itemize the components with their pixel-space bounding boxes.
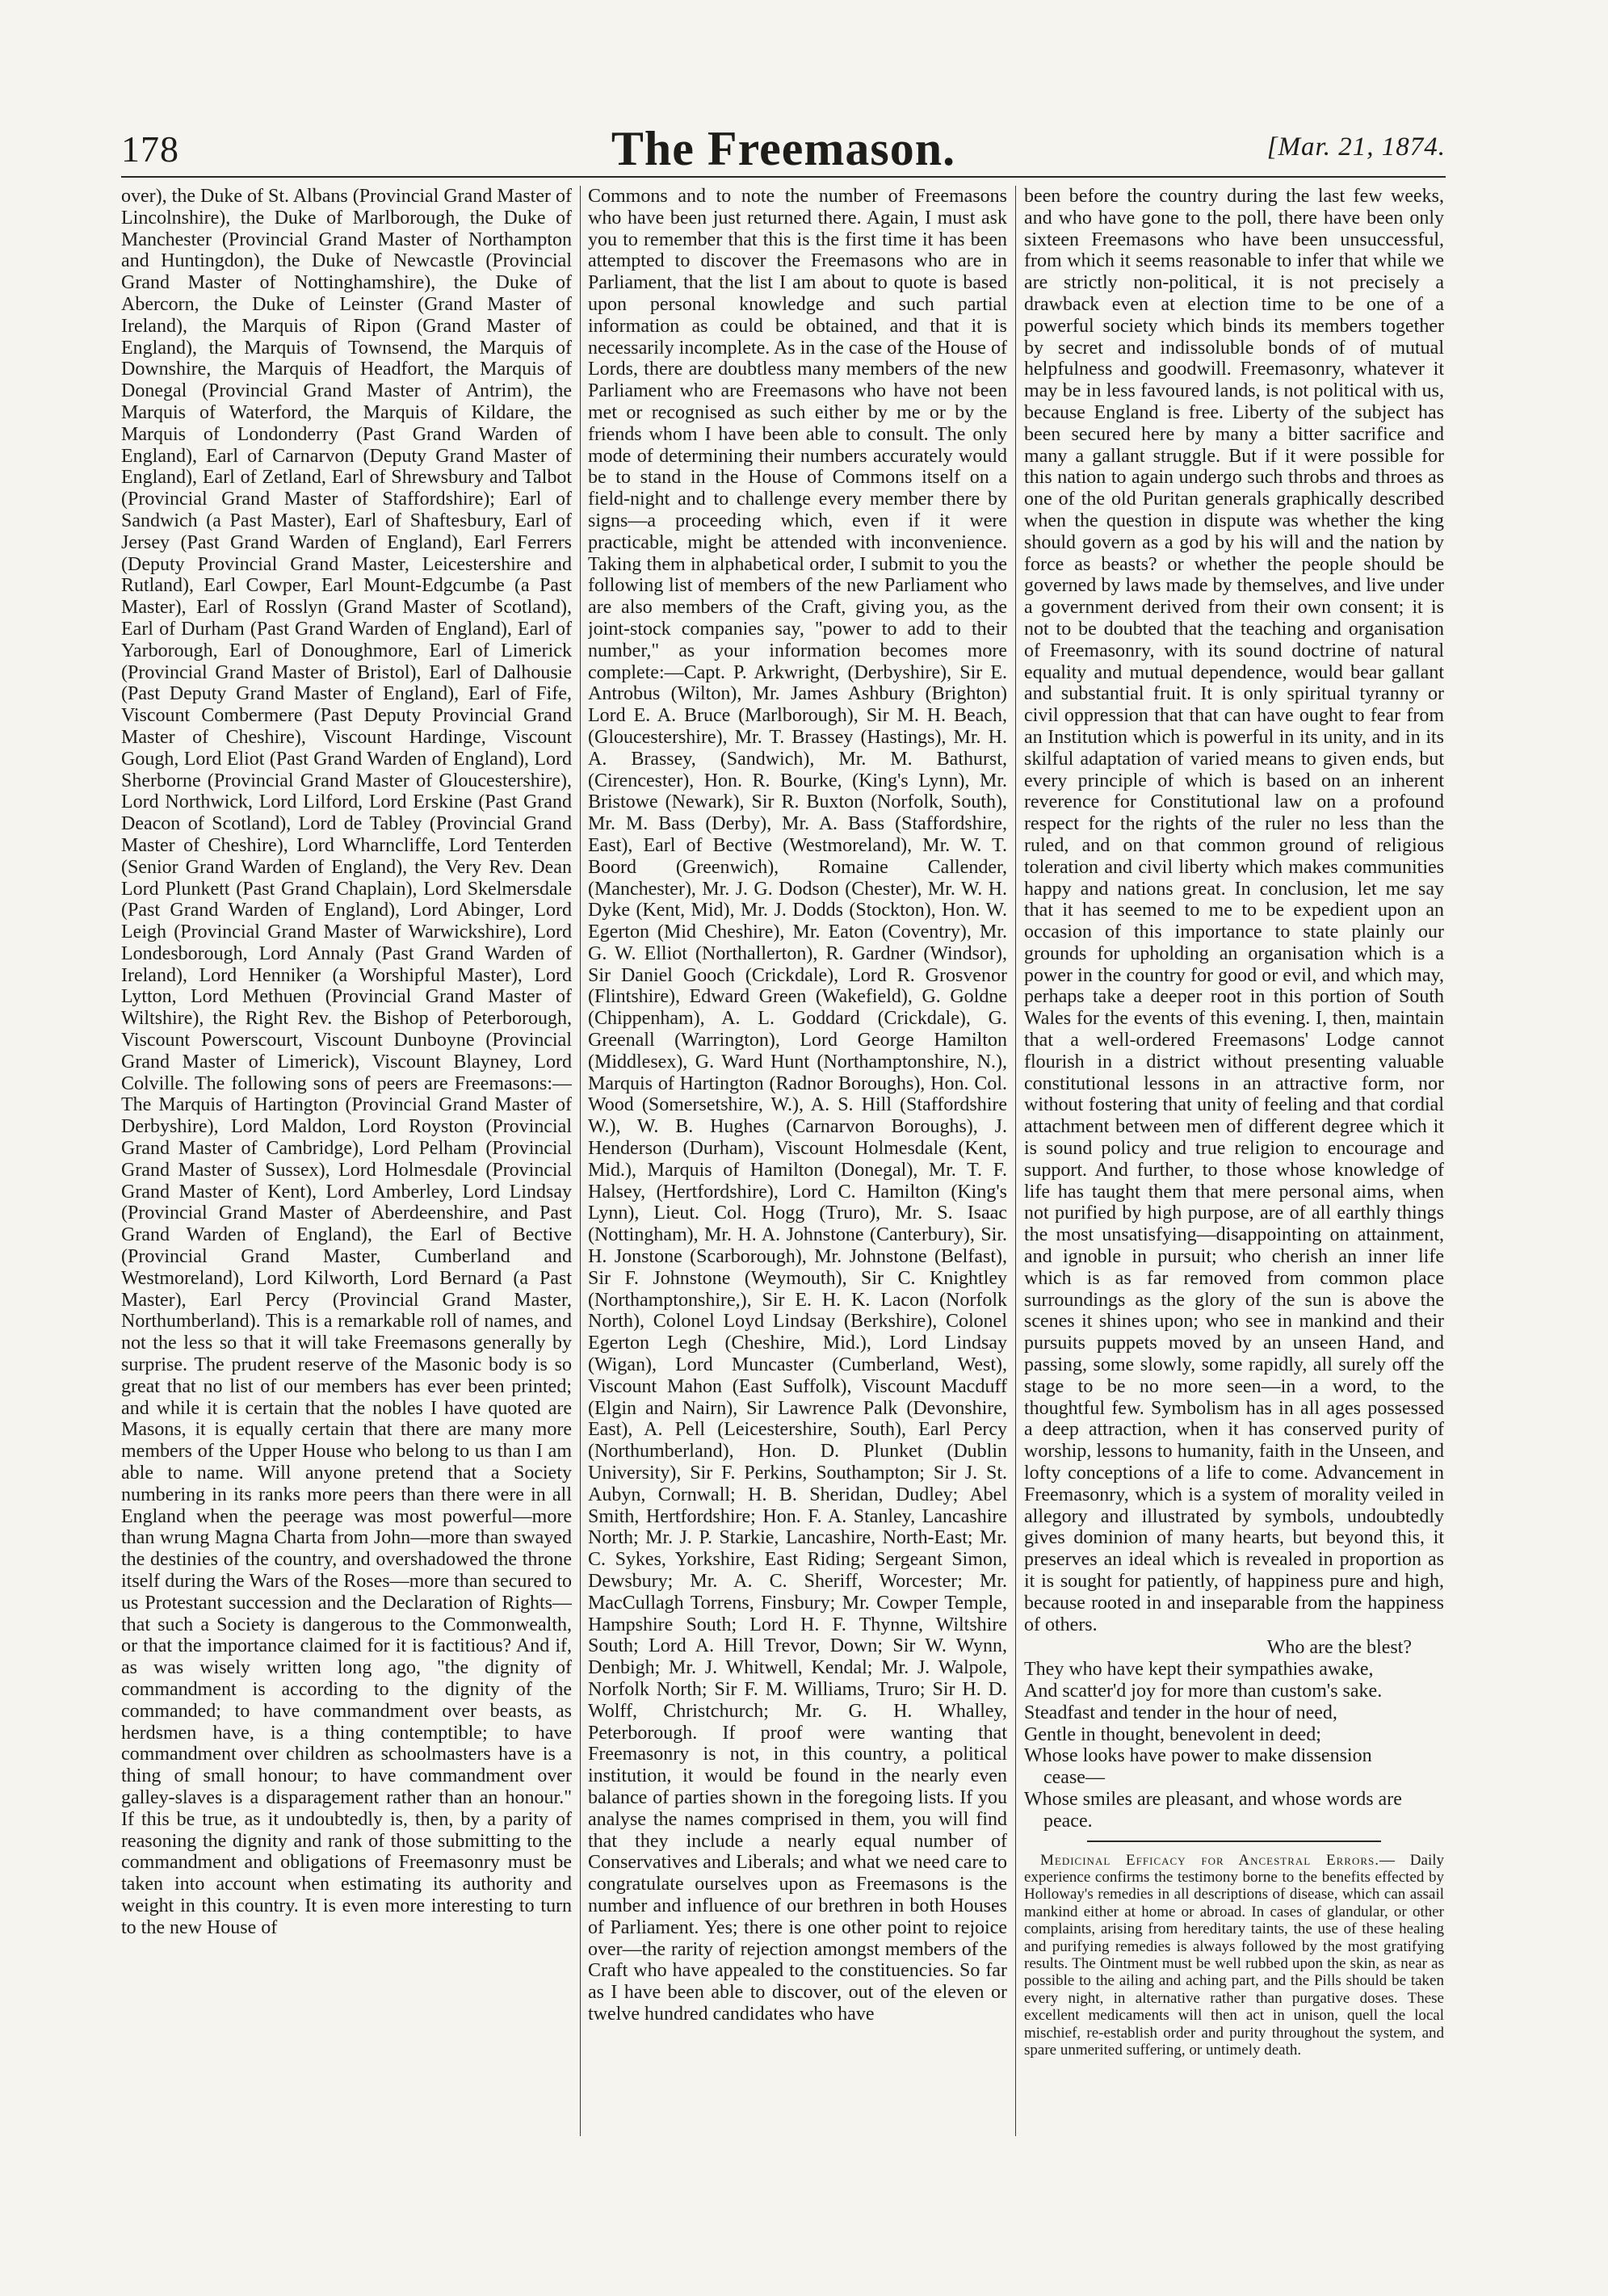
column-divider-2 [1015,186,1016,2136]
header-rule [121,176,1446,178]
column-divider-1 [580,186,581,2136]
notice-heading: Medicinal Efficacy for Ancestral Errors.— [1040,1851,1396,1869]
column-1-text: over), the Duke of St. Albans (Provincial Grand Master of Lincolnshire), the Duke of Marlborough, the Duke of Manchester (Provincial Grand Master of Northampton and Huntingdon), the Duke of Newcastle (Provincial Grand Master of Nottinghamshire), the Duke of Abercorn, the Duke of Leinster (Grand Master of Ireland), the Marquis of Ripon (Grand Master of England), the Marquis of Townsend, the Marquis of Downshire, the Marquis of Headfort, the Marquis of Donegal (Provincial Grand Master of Antrim), the Marquis of Waterford, the Marquis of Kildare, the Marquis of Londonderry (Past Grand Warden of England), Earl of Carnarvon (Deputy Grand Master of England), Earl of Zetland, Earl of Shrewsbury and Talbot (Provincial Grand Master of Staffordshire); Earl of Sandwich (a Past Master), Earl of Shaftesbury, Earl of Jersey (Past Grand Warden of England), Earl Ferrers (Deputy Provincial Grand Master, Leicestershire and Rutland), Earl Cowper, Earl Mount-Edgcumbe (a Past Master), Earl of Rosslyn (Grand Master of Scotland), Earl of Durham (Past Grand Warden of England), Earl of Yarborough, Earl of Donoughmore, Earl of Limerick (Provincial Grand Master of Bristol), Earl of Dalhousie (Past Deputy Grand Master of England), Earl of Fife, Viscount Combermere (Past Deputy Provincial Grand Master of Cheshire), Viscount Hardinge, Viscount Gough, Lord Eliot (Past Grand Warden of England), Lord Sherborne (Provincial Grand Master of Gloucestershire), Lord Northwick, Lord Lilford, Lord Erskine (Past Grand Deacon of Scotland), Lord de Tabley (Provincial Grand Master of Cheshire), Lord Wharncliffe, Lord Tenterden (Senior Grand Warden of England), the Very Rev. Dean Lord Plunkett (Past Grand Chaplain), Lord Skelmersdale (Past Grand Warden of England), Lord Abinger, Lord Leigh (Provincial Grand Master of Warwickshire), Lord Londesborough, Lord Annaly (Past Grand Warden of Ireland), Lord Henniker (a Worshipful Master), Lord Lytton, Lord Methuen (Provincial Grand Master of Wiltshire), the Right Rev. the Bishop of Peterborough, Viscount Powerscourt, Viscount Dunboyne (Provincial Grand Master of Limerick), Viscount Blayney, Lord Colville. The following sons of peers are Freemasons:—The Marquis of Hartington (Provincial Grand Master of Derbyshire), Lord Maldon, Lord Royston (Provincial Grand Master of Cambridge), Lord Pelham (Provincial Grand Master of Sussex), Lord Holmesdale (Provincial Grand Master of Kent), Lord Amberley, Lord Lindsay (Provincial Grand Master of Aberdeenshire, and Past Grand Warden of England), the Earl of Bective (Provincial Grand Master, Cumberland and Westmoreland), Lord Kilworth, Lord Bernard (a Past Master), Earl Percy (Provincial Grand Master, Northumberland). This is a remarkable roll of names, and not the less so that it will take Freemasons generally by surprise. The prudent reserve of the Masonic body is so great that no list of our members has ever been printed; and while it is certain that the nobles I have quoted are Masons, it is equally certain that there are many more members of the Upper House who belong to us than I am able to name. Will anyone pretend that a Society numbering in its ranks more peers than there were in all England when the peerage was most powerful—more than wrung Magna Charta from John—more than swayed the destinies of the country, and overshadowed the throne itself during the Wars of the Roses—more than secured to us Protestant succession and the Declaration of Rights—that such a Society is dangerous to the Commonwealth, or that the importance claimed for it is factitious? And if, as was wisely written long ago, "the dignity of commandment is according to the dignity of the commanded; to have commandment over beasts, as herdsmen have, is a thing contemptible; to have commandment over children as schoolmasters have is a thing of small honour; to have commandment over galley-slaves is a disparagement rather than an honour." If this be true, as it undoubtedly is, then, by a parity of reasoning the dignity and rank of those submitting to the commandment and obligations of Freemasonry must be taken into account when estimating its authority and weight in this country. It is even more interesting to turn to the new House of [121,186,572,1938]
poem [1024,1637,1444,1832]
poem-line: Whose smiles are pleasant, and whose words are [1024,1788,1402,1810]
poem-intro: Who are the blest? [1266,1637,1412,1659]
poem-line: Gentle in thought, benevolent in deed; [1024,1723,1321,1745]
column-3-text: been before the country during the last few weeks, and who have gone to the poll, there have been only sixteen Freemasons who have been unsuccessful, from which it seems reasonable to infer that while we are strictly non-political, it is not precisely a drawback even at election time to be one of a powerful society which binds its members together by secret and indissoluble bonds of of mutual helpfulness and goodwill. Freemasonry, whatever it may be in less favoured lands, is not political with us, because England is free. Liberty of the subject has been secured here by many a bitter sacrifice and many a gallant struggle. But if it were possible for this nation to again undergo such throbs and throes as one of the old Puritan generals graphically described when the question in dispute was whether the king should govern as a god by his will and the nation by force as beasts? or whether the people should be governed by laws made by themselves, and live under a government derived from their own consent; it is not to be doubted that the teaching and organisation of Freemasonry, with its sound doctrine of natural equality and mutual dependence, would bear gallant and substantial fruit. It is only spiritual tyranny or civil oppression that that can have ought to fear from an Institution which is powerful in its unity, and in its skilful adaptation of varied means to given ends, but every principle of which is based on an inherent reverence for Constitutional law on a profound respect for the rights of the ruler no less than the ruled, and on that common ground of religious toleration and civil liberty which makes communities happy and nations great. In conclusion, let me say that it has seemed to me to be expedient upon an occasion of this importance to state plainly our grounds for upholding an organisation which is a power in the country for good or evil, and which may, perhaps take a deeper root in this portion of South Wales for the events of this evening. I, then, maintain that a well-ordered Freemasons' Lodge cannot flourish in a district without presenting valuable constitutional lessons in an attractive form, nor without fostering that unity of feeling and that cordial attachment between men of different degree which it is sound policy and true religion to encourage and support. And further, to those whose knowledge of life has taught them that mere personal aims, when not purified by high purpose, are of all earthly things the most unsatisfying—disappointing on attainment, and ignoble in pursuit; who cherish an inner life which is as far removed from common place surroundings as the glory of the sun is above the scenes it shines upon; who see in mankind and their pursuits puppets moved by an unseen Hand, and passing, some slowly, some rapidly, all surely off the stage to be no more seen—in a word, to the thoughtful few. Symbolism has in all ages possessed a deep attraction, when it has conserved purity of worship, lessons to humanity, faith in the Unseen, and lofty conceptions of a life to come. Advancement in Freemasonry, which is a system of morality veiled in allegory and illustrated by symbols, undoubtedly gives dominion of many hearts, but beyond this, it preserves an ideal which is revealed in proportion as it is sought for patiently, of happiness pure and high, because rooted in and inseparable from the happiness of others. [1024,186,1444,1635]
poem-line: Whose looks have power to make dissension [1024,1745,1372,1767]
section-separator [1087,1841,1381,1842]
page-number: 178 [121,128,179,170]
page-header [121,121,1446,178]
notice-body: Daily experience confirms the testimony borne to the benefits effected by Holloway's remedies in all descriptions of disease, which can assail mankind either at home or abroad. In cases of glandular, or other complaints, arising from hereditary taints, the use of these healing and purifying remedies is always followed by the most gratifying results. The Ointment must be well rubbed upon the skin, as near as possible to the ailing and aching part, and the Pills should be taken every night, in alternative rather than purgative doses. These excellent medicaments will then act in unison, quell the local mischief, re-establish order and purity throughout the system, and spare unmerited suffering, or untimely death. [1024,1851,1444,2059]
column-2 [588,186,1007,2140]
poem-line: Steadfast and tender in the hour of need, [1024,1702,1337,1723]
masthead-title: The Freemason. [611,122,956,175]
advertisement-notice [1024,1852,1444,2059]
column-1 [121,186,572,2140]
poem-line: cease— [1043,1767,1105,1789]
column-3 [1024,186,1444,2140]
poem-line: They who have kept their sympathies awake, [1024,1659,1374,1681]
poem-line: peace. [1043,1810,1093,1832]
column-2-text: Commons and to note the number of Freemasons who have been just returned there. Again, I must ask you to remember that this is the first time it has been attempted to discover the Freemasons who are in Parliament, that the list I am about to quote is based upon personal knowledge and such partial information as could be obtained, and that it is necessarily incomplete. As in the case of the House of Lords, there are doubtless many members of the new Parliament who are Freemasons who have not been met or recognised as such either by me or by the friends whom I have been able to consult. The only mode of determining their numbers accurately would be to stand in the House of Commons itself on a field-night and to challenge every member there by signs—a proceeding which, even if it were practicable, might be attended with inconvenience. Taking them in alphabetical order, I submit to you the following list of members of the new Parliament who are also members of the Craft, giving you, as the joint-stock companies say, "power to add to their number," as your information becomes more complete:—Capt. P. Arkwright, (Derbyshire), Sir E. Antrobus (Wilton), Mr. James Ashbury (Brighton) Lord E. A. Bruce (Marlborough), Sir M. H. Beach, (Gloucestershire), Mr. T. Brassey (Hastings), Mr. H. A. Brassey, (Sandwich), Mr. M. Bathurst, (Cirencester), Hon. R. Bourke, (King's Lynn), Mr. Bristowe (Newark), Sir R. Buxton (Norfolk, South), Mr. M. Bass (Derby), Mr. A. Bass (Staffordshire, East), Earl of Bective (Westmoreland), Mr. W. T. Boord (Greenwich), Romaine Callender, (Manchester), Mr. J. G. Dodson (Chester), Mr. W. H. Dyke (Kent, Mid), Mr. J. Dodds (Stockton), Hon. W. Egerton (Mid Cheshire), Mr. Eaton (Coventry), Mr. G. W. Elliot (Northallerton), R. Gardner (Windsor), Sir Daniel Gooch (Crickdale), Lord R. Grosvenor (Flintshire), Edward Green (Wakefield), G. Goldne (Chippenham), A. L. Goddard (Crickdale), G. Greenall (Warrington), Lord George Hamilton (Middlesex), G. Ward Hunt (Northamptonshire, N.), Marquis of Hartington (Radnor Boroughs), Hon. Col. Wood (Somersetshire, W.), A. S. Hill (Staffordshire W.), W. B. Hughes (Carnarvon Boroughs), J. Henderson (Durham), Viscount Holmesdale (Kent, Mid.), Marquis of Hamilton (Donegal), Mr. T. F. Halsey, (Hertfordshire), Lord C. Hamilton (King's Lynn), Lieut. Col. Hogg (Truro), Mr. S. Isaac (Nottingham), Mr. H. A. Johnstone (Canterbury), Sir. H. Jonstone (Scarborough), Mr. Johnstone (Belfast), Sir F. Johnstone (Weymouth), Sir C. Knightley (Northamptonshire,), Sir E. H. K. Lacon (Norfolk North), Colonel Loyd Lindsay (Berkshire), Colonel Egerton Legh (Cheshire, Mid.), Lord Lindsay (Wigan), Lord Muncaster (Cumberland, West), Viscount Mahon (East Suffolk), Viscount Macduff (Elgin and Nairn), Sir Lawrence Palk (Devonshire, East), A. Pell (Leicestershire, South), Earl Percy (Northumberland), Hon. D. Plunket (Dublin University), Sir F. Perkins, Southampton; Sir J. St. Aubyn, Cornwall; H. B. Sheridan, Dudley; Abel Smith, Hertfordshire; Hon. F. A. Stanley, Lancashire North; Mr. J. P. Starkie, Lancashire, North-East; Mr. C. Sykes, Yorkshire, East Riding; Sergeant Simon, Dewsbury; Mr. A. C. Sheriff, Worcester; Mr. MacCullagh Torrens, Finsbury; Mr. Cowper Temple, Hampshire South; Lord H. F. Thynne, Wiltshire South; Lord A. Hill Trevor, Down; Sir W. Wynn, Denbigh; Mr. J. Whitwell, Kendal; Mr. J. Walpole, Norfolk North; Sir F. M. Williams, Truro; Sir H. D. Wolff, Christchurch; Mr. G. H. Whalley, Peterborough. If proof were wanting that Freemasonry is not, in this country, a political institution, it would be found in the nearly even balance of parties shown in the foregoing lists. If you analyse the names comprised in them, you will find that they include a nearly equal number of Conservatives and Liberals; and what we need care to congratulate ourselves upon as Freemasons is the number and influence of our brethren in both Houses of Parliament. Yes; there is one other point to rejoice over—the rarity of rejection amongst members of the Craft who have appealed to the constituencies. So far as I have been able to discover, out of the eleven or twelve hundred candidates who have [588,186,1007,2025]
poem-line: And scatter'd joy for more than custom's sake. [1024,1680,1383,1702]
issue-date: [Mar. 21, 1874. [1266,132,1446,162]
